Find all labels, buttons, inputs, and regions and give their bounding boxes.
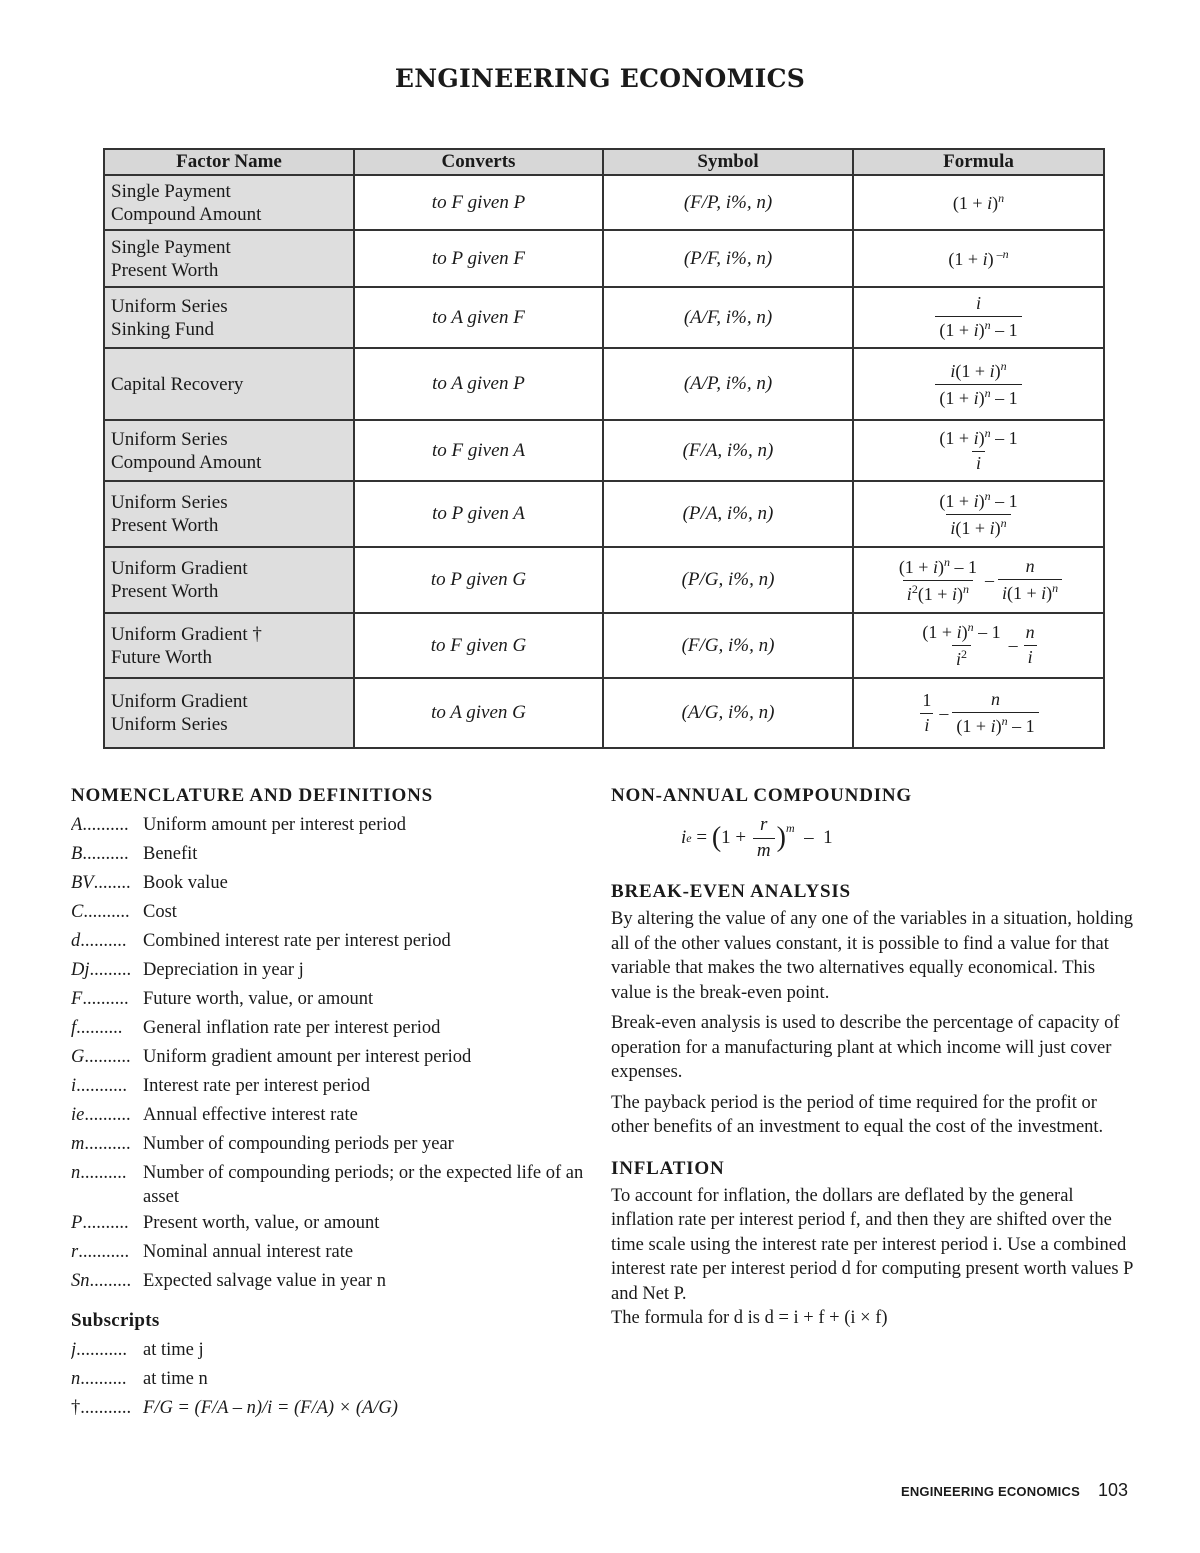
leader-dots: ......... xyxy=(89,960,132,980)
converts-cell: to F given G xyxy=(354,613,603,678)
formula-cell: $\frac{(1 + i)^n - 1}{i(1 + i)^n}$ xyxy=(853,481,1104,547)
formula-cell: $\frac{i(1 + i)^n}{(1 + i)^n - 1}$ xyxy=(853,348,1104,420)
formula-cell: $\frac{(1 + i)^n - 1}{i^2}$ – $\frac{n}{i}$ xyxy=(853,613,1104,678)
factor-name-line1: Uniform Gradient † xyxy=(111,623,262,645)
leader-dots: .......... xyxy=(80,1163,127,1183)
term-definition: Book value xyxy=(143,873,228,893)
converts-cell: to A given F xyxy=(354,287,603,348)
leader-dots: .......... xyxy=(80,1369,127,1389)
term-symbol: G xyxy=(71,1047,85,1067)
leader-dots: .......... xyxy=(84,1047,131,1067)
footer-title: ENGINEERING ECONOMICS xyxy=(900,1484,1080,1499)
list-item xyxy=(71,1014,591,1043)
term-definition: General inflation rate per interest period xyxy=(143,1018,441,1038)
list-item xyxy=(71,956,591,985)
break-even-paragraph-2: Break-even analysis is used to describe the percentage of capacity of operation for a manufacturing plant at which income will just cover expenses. xyxy=(611,1013,1120,1082)
break-even-paragraph-1: By altering the value of any one of the variables in a situation, holding all of the other values constant, it is possible to find a value for that variable that makes the two alternatives equally economical. This value is the break-even point. xyxy=(611,909,1133,1003)
list-item xyxy=(71,1267,591,1296)
factor-name-line2: Present Worth xyxy=(111,515,219,536)
term-definition: Uniform gradient amount per interest period xyxy=(143,1047,472,1067)
effective-rate-formula: i e = ( 1 + $\frac{r}{m}$ ) $^m$ – 1 xyxy=(681,813,833,861)
term-symbol: Dj xyxy=(71,960,90,980)
term-symbol: f xyxy=(71,1018,77,1038)
table-header-row xyxy=(104,149,1104,175)
list-item xyxy=(71,1209,591,1238)
term-symbol: C xyxy=(71,902,84,922)
symbol-cell: (F/G, i%, n) xyxy=(603,613,853,678)
factor-name-cell xyxy=(104,613,354,678)
list-item xyxy=(71,985,591,1014)
factor-name-line2: Uniform Series xyxy=(111,714,228,735)
term-definition: at time n xyxy=(143,1369,208,1389)
factor-name-cell xyxy=(104,175,354,230)
factor-name-line1: Uniform Gradient xyxy=(111,691,248,712)
term-definition: F/G = (F/A – n)/i = (F/A) × (A/G) xyxy=(143,1398,398,1418)
term-symbol: m xyxy=(71,1134,85,1154)
term-symbol: A xyxy=(71,815,83,835)
header-factor-name: Factor Name xyxy=(104,149,354,175)
table-row xyxy=(104,230,1104,287)
term-definition: Number of compounding periods; or the expected life of an asset xyxy=(143,1163,584,1207)
list-item xyxy=(71,869,591,898)
factor-name-line1: Uniform Gradient xyxy=(111,558,248,579)
symbol-cell: (A/P, i%, n) xyxy=(603,348,853,420)
factor-name-line2: Compound Amount xyxy=(111,203,262,225)
inflation-heading: INFLATION xyxy=(611,1157,725,1179)
factor-name-line2: Compound Amount xyxy=(111,451,262,473)
factor-name-line1: Uniform Series xyxy=(111,492,228,513)
factor-name-line1: Uniform Series xyxy=(111,428,228,450)
table-row xyxy=(104,613,1104,678)
symbol-cell: (P/F, i%, n) xyxy=(603,230,853,287)
term-definition: Number of compounding periods per year xyxy=(143,1134,454,1154)
formula-cell: $\frac{1}{i}$ – $\frac{n}{(1 + i)^n - 1}$ xyxy=(853,678,1104,748)
term-definition: Interest rate per interest period xyxy=(143,1076,371,1096)
factor-name-line1: Single Payment xyxy=(111,236,231,258)
list-item xyxy=(71,1336,591,1365)
symbol-cell: (A/G, i%, n) xyxy=(603,678,853,748)
list-item xyxy=(71,811,591,840)
header-converts: Converts xyxy=(354,149,603,175)
factor-name-cell xyxy=(104,287,354,348)
leader-dots: ........... xyxy=(76,1076,128,1096)
leader-dots: .......... xyxy=(80,931,127,951)
inflation-paragraph-1: To account for inflation, the dollars are deflated by the general inflation rate per interest period f, and then they are shifted over the time scale using the interest rate per interest period i. Use a combined interest rate per interest period d for computing present worth values P and Net P. xyxy=(611,1185,1133,1304)
factor-name-line1: Uniform Series xyxy=(111,295,228,317)
factor-name-cell xyxy=(104,230,354,287)
term-definition: at time j xyxy=(143,1340,204,1360)
converts-cell: to P given F xyxy=(354,230,603,287)
converts-cell: to A given G xyxy=(354,678,603,748)
symbol-cell: (F/P, i%, n) xyxy=(603,175,853,230)
leader-dots: ......... xyxy=(89,1271,132,1291)
factor-name-cell xyxy=(104,481,354,547)
term-definition: Combined interest rate per interest period xyxy=(143,931,451,951)
table-row xyxy=(104,175,1104,230)
formula-cell: $\frac{(1 + i)^n - 1}{i^2(1 + i)^n}$ – $\frac{n}{i(1 + i)^n}$ xyxy=(853,547,1104,613)
factor-name-cell xyxy=(104,420,354,481)
term-symbol: d xyxy=(71,931,81,951)
subscripts-heading: Subscripts xyxy=(71,1310,160,1331)
leader-dots: .......... xyxy=(82,989,129,1009)
formula-cell: $\frac{i}{(1 + i)^n - 1}$ xyxy=(853,287,1104,348)
leader-dots: .......... xyxy=(84,1134,131,1154)
factor-name-line2: Future Worth xyxy=(111,646,213,668)
formula-cell: $(1 + i)^n$ xyxy=(853,175,1104,230)
leader-dots: ........... xyxy=(80,1398,132,1418)
leader-dots: .......... xyxy=(82,1213,129,1233)
term-symbol: r xyxy=(71,1242,79,1262)
formula-cell: $\frac{(1 + i)^n - 1}{i}$ xyxy=(853,420,1104,481)
term-definition: Future worth, value, or amount xyxy=(143,989,374,1009)
converts-cell: to P given A xyxy=(354,481,603,547)
term-symbol: j xyxy=(71,1340,77,1360)
header-formula: Formula xyxy=(853,149,1104,175)
symbol-cell: (F/A, i%, n) xyxy=(603,420,853,481)
factor-name-line2: Present Worth xyxy=(111,259,219,281)
list-item xyxy=(71,1159,591,1209)
term-symbol: † xyxy=(71,1398,81,1418)
list-item xyxy=(71,1043,591,1072)
page-title: ENGINEERING ECONOMICS xyxy=(394,64,806,93)
list-item xyxy=(71,840,591,869)
term-symbol: B xyxy=(71,844,83,864)
factor-name-line2: Sinking Fund xyxy=(111,318,214,340)
factor-name-cell xyxy=(104,678,354,748)
table-row xyxy=(104,287,1104,348)
leader-dots: ........... xyxy=(78,1242,130,1262)
factor-table xyxy=(103,148,1105,749)
nomenclature-heading: NOMENCLATURE AND DEFINITIONS xyxy=(71,785,433,806)
leader-dots: ........... xyxy=(76,1340,128,1360)
symbol-cell: (P/A, i%, n) xyxy=(603,481,853,547)
converts-cell: to F given A xyxy=(354,420,603,481)
list-item xyxy=(71,927,591,956)
leader-dots: .......... xyxy=(76,1018,123,1038)
term-symbol: BV xyxy=(71,873,94,893)
table-row xyxy=(104,547,1104,613)
term-symbol: n xyxy=(71,1369,81,1389)
table-row xyxy=(104,678,1104,748)
page-footer xyxy=(901,1480,1128,1501)
converts-cell: to A given P xyxy=(354,348,603,420)
term-symbol: i xyxy=(71,1076,77,1096)
factor-name-line1: Capital Recovery xyxy=(111,373,244,395)
term-symbol: F xyxy=(71,989,83,1009)
table-row xyxy=(104,348,1104,420)
list-item xyxy=(71,1130,591,1159)
list-item xyxy=(71,1394,591,1423)
term-symbol: n xyxy=(71,1163,81,1183)
list-item xyxy=(71,1101,591,1130)
term-definition: Nominal annual interest rate xyxy=(143,1242,354,1262)
term-definition: Annual effective interest rate xyxy=(143,1105,358,1125)
factor-name-cell xyxy=(104,348,354,420)
break-even-paragraph-3: The payback period is the period of time required for the profit or other benefits of an investment to equal the cost of the investment. xyxy=(611,1092,1104,1137)
header-symbol: Symbol xyxy=(603,149,853,175)
term-symbol: ie xyxy=(71,1105,85,1125)
term-definition: Benefit xyxy=(143,844,198,864)
factor-name-cell xyxy=(104,547,354,613)
symbol-cell: (A/F, i%, n) xyxy=(603,287,853,348)
list-item xyxy=(71,1238,591,1267)
factor-name-line1: Single Payment xyxy=(111,180,231,202)
page-number: 103 xyxy=(1097,1480,1128,1500)
formula-cell: (1 + i) $^{-n}$ xyxy=(853,230,1104,287)
leader-dots: .......... xyxy=(84,1105,131,1125)
left-column xyxy=(71,785,591,1423)
converts-cell: to P given G xyxy=(354,547,603,613)
term-definition: Depreciation in year j xyxy=(143,960,304,980)
inflation-paragraph-2: The formula for d is d = i + f + (i × f) xyxy=(611,1308,888,1328)
factor-name-line2: Present Worth xyxy=(111,581,219,602)
table-row xyxy=(104,481,1104,547)
term-definition: Present worth, value, or amount xyxy=(143,1213,380,1233)
leader-dots: .......... xyxy=(83,902,130,922)
list-item xyxy=(71,1072,591,1101)
break-even-heading: BREAK-EVEN ANALYSIS xyxy=(611,881,851,902)
term-definition: Uniform amount per interest period xyxy=(143,815,407,835)
converts-cell: to F given P xyxy=(354,175,603,230)
list-item xyxy=(71,1365,591,1394)
right-column xyxy=(611,785,1136,1337)
list-item xyxy=(71,898,591,927)
symbol-cell: (P/G, i%, n) xyxy=(603,547,853,613)
leader-dots: .......... xyxy=(82,844,129,864)
term-symbol: P xyxy=(71,1213,83,1233)
table-row xyxy=(104,420,1104,481)
term-definition: Cost xyxy=(143,902,177,922)
non-annual-heading: NON-ANNUAL COMPOUNDING xyxy=(611,785,913,806)
term-definition: Expected salvage value in year n xyxy=(143,1271,386,1291)
leader-dots: ........ xyxy=(93,873,131,893)
term-symbol: Sn xyxy=(71,1271,90,1291)
leader-dots: .......... xyxy=(82,815,129,835)
